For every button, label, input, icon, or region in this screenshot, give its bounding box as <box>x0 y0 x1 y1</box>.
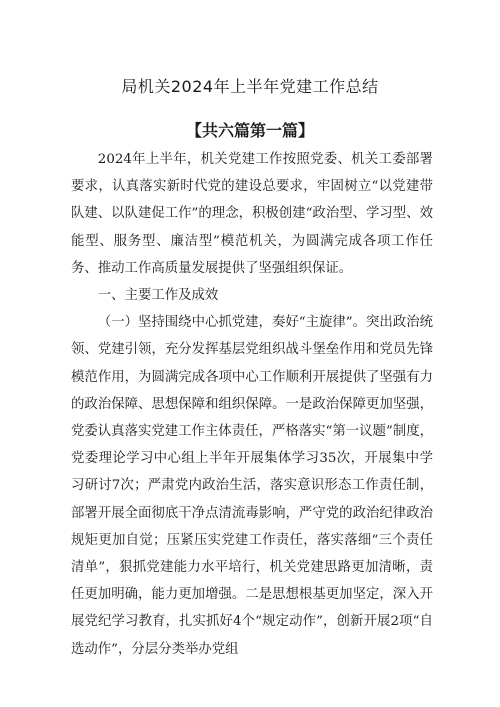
section-heading: 一、主要工作及成效 <box>97 288 219 304</box>
document-title: 局机关2024年上半年党建工作总结 <box>121 77 379 96</box>
intro-paragraph: 2024年上半年，机关党建工作按照党委、机关工委部署要求，认真落实新时代党的建设总要求，牢固树立“以党建带队建、以队建促工作”的理念，积极创建“政治型、学习型、效能型、服务型、廉洁型”模范机关，为圆满完成各项工作任务、推动工作高质量发展提供了坚强组织保证。 <box>71 152 433 276</box>
document-body <box>71 146 433 663</box>
section-paragraph: （一）坚持围绕中心抓党建，奏好“主旋律”。突出政治统领、党建引领，充分发挥基层党组织战斗堡垒作用和党员先锋模范作用，为圆满完成各项中心工作顺利开展提供了坚强有力的政治保障、思想保障和组织保障。一是政治保障更加坚强，党委认真落实党建工作主体责任，严格落实“第一议题”制度，党委理论学习中心组上半年开展集体学习35次，开展集中学习研讨7次；严肃党内政治生活，落实意识形态工作责任制，部署开展全面彻底干净点清流毒影响，严守党的政治纪律政治规矩更加自觉；压紧压实党建工作责任，落实落细“三个责任清单”，狠抓党建能力水平培行，机关党建思路更加清晰，责任更加明确，能力更加增强。二是思想根基更加坚定，深入开展党纪学习教育，扎实抓好4个“规定动作”，创新开展2项“自选动作”，分层分类举办党组 <box>71 315 433 657</box>
document-subtitle: 【共六篇第一篇】 <box>185 121 314 140</box>
